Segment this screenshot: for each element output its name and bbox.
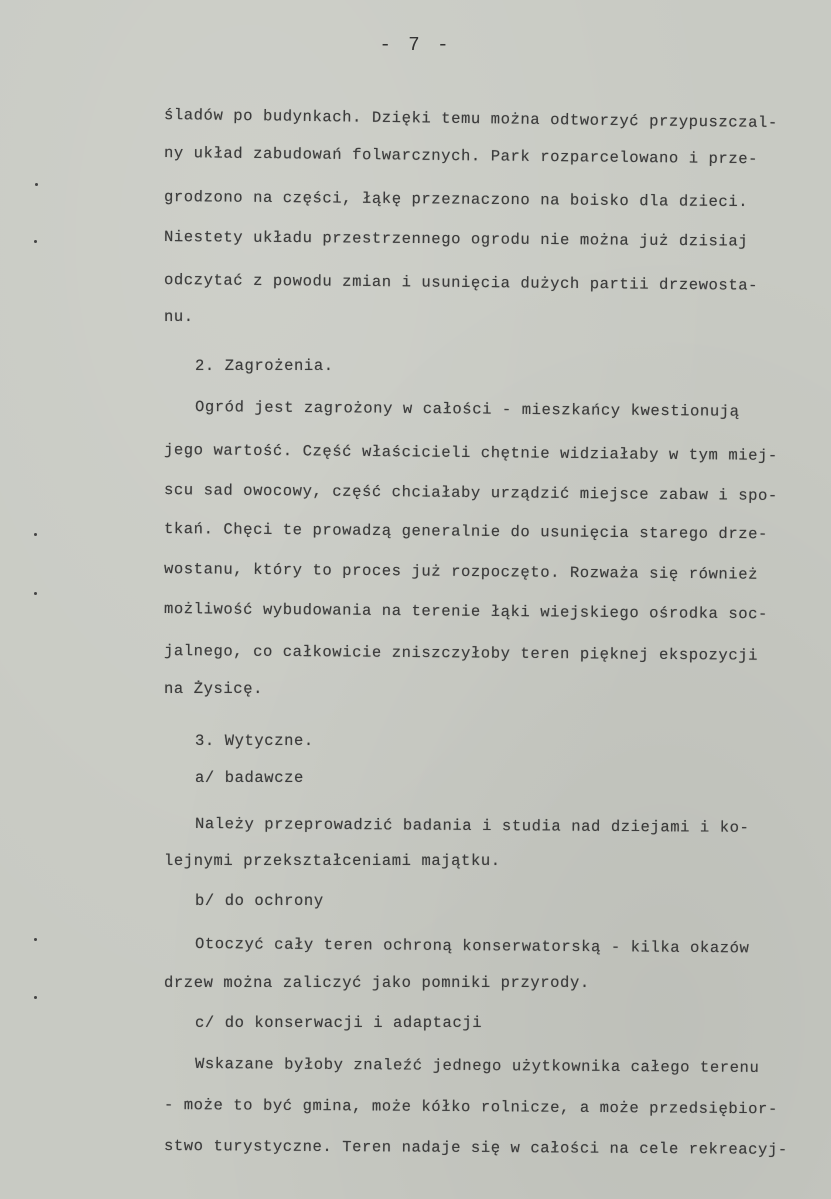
- text-line: Niestety układu przestrzennego ogrodu nie można już dzisiaj: [163, 228, 749, 251]
- text-line: scu sad owocowy, część chciałaby urządzić miejsce zabaw i spo-: [163, 481, 778, 505]
- text-line: jego wartość. Część właścicieli chętnie widziałaby w tym miej-: [163, 441, 778, 465]
- text-line: Otoczyć cały teren ochroną konserwatorską - kilka okazów: [194, 935, 750, 958]
- margin-mark: [34, 592, 37, 595]
- margin-mark: [35, 183, 38, 186]
- text-line: stwo turystyczne. Teren nadaje się w całości na cele rekreacyj-: [163, 1137, 788, 1159]
- margin-mark: [34, 938, 37, 941]
- text-line: ny układ zabudowań folwarcznych. Park rozparcelowano i prze-: [163, 144, 759, 169]
- margin-mark: [34, 533, 37, 536]
- section-heading: 3. Wytyczne.: [195, 732, 314, 750]
- text-line: Ogród jest zagrożony w całości - mieszkańcy kwestionują: [194, 398, 740, 421]
- text-line: Wskazane byłoby znaleźć jednego użytkownika całego terenu: [194, 1055, 760, 1077]
- subsection-heading: b/ do ochrony: [195, 892, 324, 910]
- margin-mark: [34, 996, 37, 999]
- page-number: - 7 -: [379, 34, 452, 56]
- text-line: - może to być gmina, może kółko rolnicze, a może przedsiębior-: [163, 1096, 778, 1119]
- text-line: lejnymi przekształceniami majątku.: [164, 852, 501, 870]
- text-line: jalnego, co całkowicie zniszczyłoby teren pięknej ekspozycji: [163, 642, 759, 665]
- text-line: odczytać z powodu zmian i usunięcia dużych partii drzewosta-: [163, 271, 759, 295]
- text-line: grodzono na części, łąkę przeznaczono na boisko dla dzieci.: [163, 188, 749, 212]
- text-line: nu.: [164, 308, 194, 326]
- text-line: wostanu, który to proces już rozpoczęto. Rozważa się również: [163, 560, 759, 584]
- text-line: śladów po budynkach. Dzięki temu można odtworzyć przypuszczal-: [163, 106, 778, 133]
- section-heading: 2. Zagrożenia.: [195, 357, 334, 375]
- text-line: możliwość wybudowania na terenie łąki wiejskiego ośrodka soc-: [163, 600, 769, 624]
- text-line: tkań. Chęci te prowadzą generalnie do usunięcia starego drze-: [163, 520, 769, 544]
- subsection-heading: a/ badawcze: [195, 769, 304, 787]
- subsection-heading: c/ do konserwacji i adaptacji: [195, 1014, 483, 1032]
- text-line: na Żysicę.: [164, 680, 264, 698]
- text-line: drzew można zaliczyć jako pomniki przyrody.: [164, 974, 590, 992]
- text-line: Należy przeprowadzić badania i studia nad dziejami i ko-: [194, 815, 750, 837]
- margin-mark: [34, 240, 37, 243]
